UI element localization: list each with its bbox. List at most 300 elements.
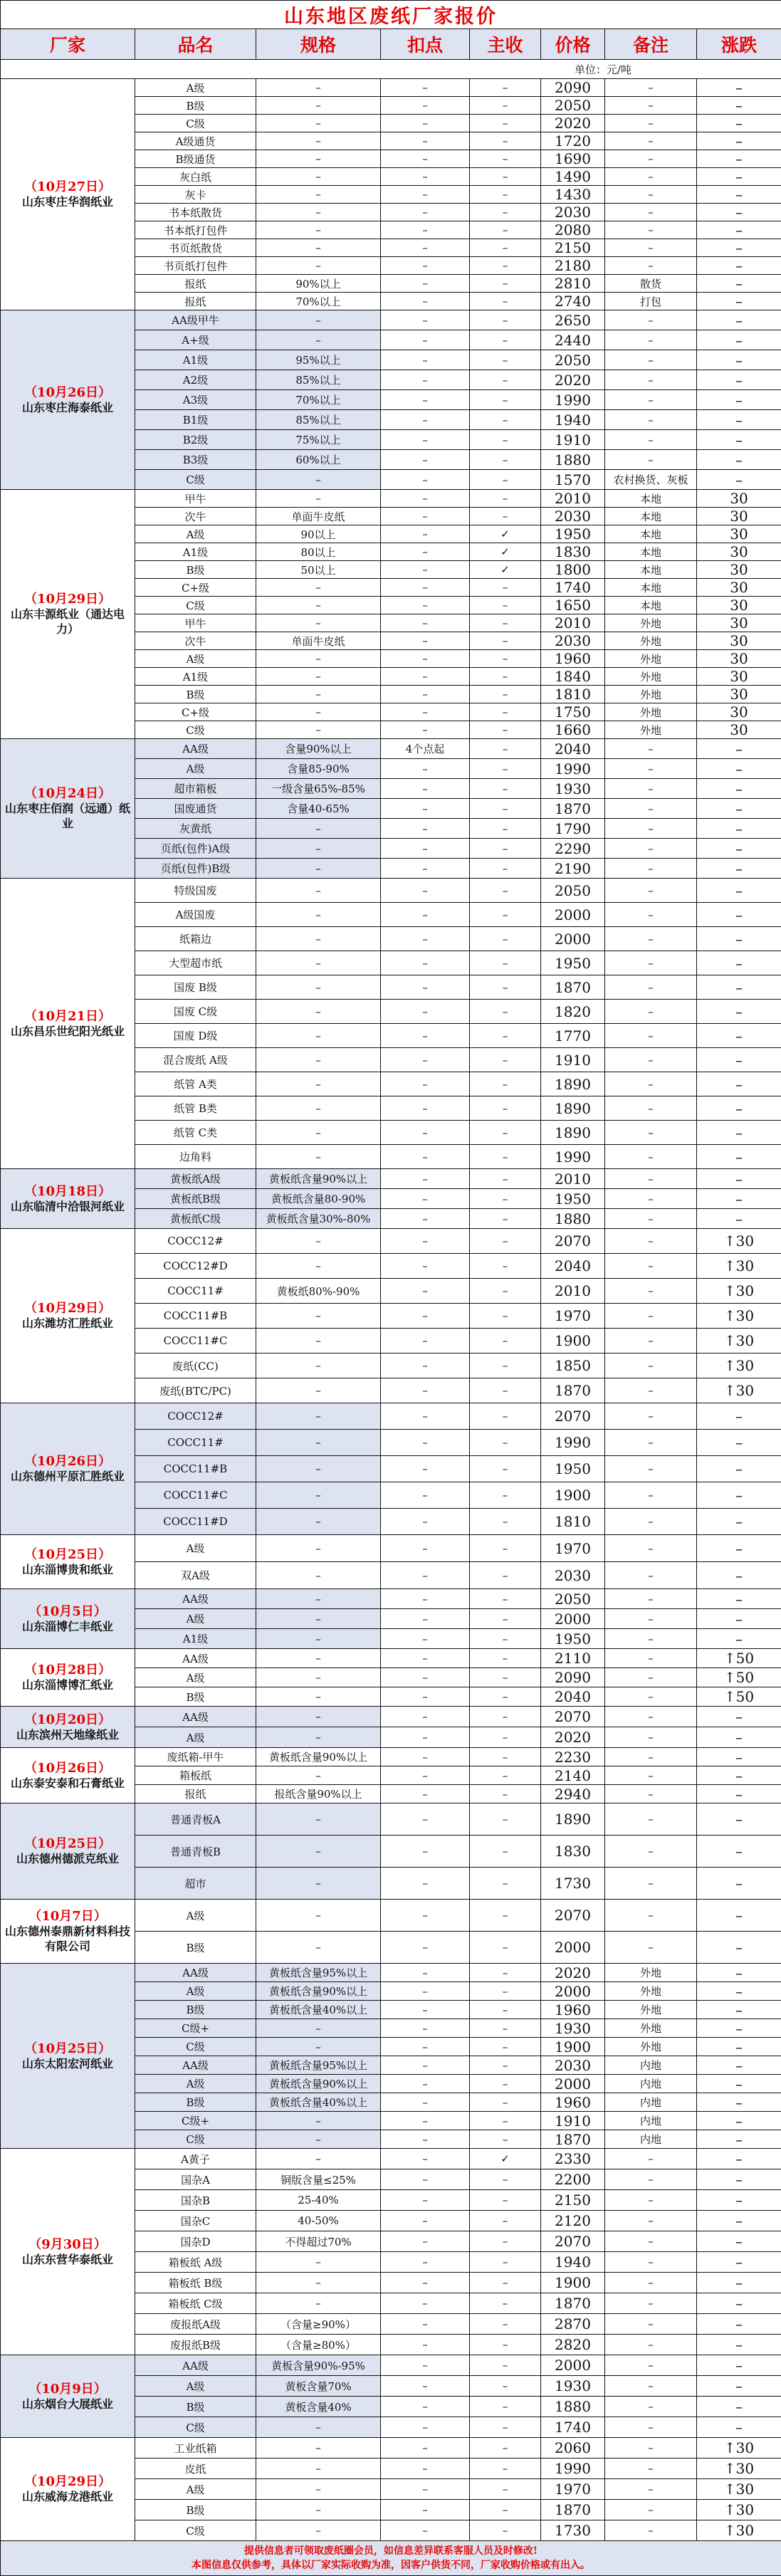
change-cell: 30 bbox=[697, 632, 781, 650]
product-cell: AA级 bbox=[135, 1649, 256, 1668]
mill-cell bbox=[1, 1649, 135, 1707]
product-cell: B级 bbox=[135, 561, 256, 579]
product-cell: A级 bbox=[135, 650, 256, 668]
note-cell: 本地 bbox=[605, 490, 697, 508]
change-cell: – bbox=[697, 239, 781, 257]
product-cell: 国废 D级 bbox=[135, 1024, 256, 1048]
product-cell: B级通货 bbox=[135, 150, 256, 168]
product-cell: 国废 C级 bbox=[135, 1000, 256, 1024]
spec-cell: 90%以上 bbox=[256, 275, 381, 293]
price-cell: 1650 bbox=[541, 597, 605, 614]
price-cell: 2050 bbox=[541, 97, 605, 115]
note-cell: 内地 bbox=[605, 2112, 697, 2130]
product-cell: 黄板纸B级 bbox=[135, 1189, 256, 1209]
price-cell: 1880 bbox=[541, 450, 605, 470]
spec-cell: 铜版含量≤25% bbox=[256, 2169, 381, 2190]
product-cell: 废报纸A级 bbox=[135, 2314, 256, 2335]
product-cell: B2级 bbox=[135, 430, 256, 450]
price-cell: 1990 bbox=[541, 759, 605, 779]
note-cell: – bbox=[605, 1145, 697, 1169]
main-receive-cell: – bbox=[470, 430, 541, 450]
product-cell: 混合废纸 A级 bbox=[135, 1048, 256, 1072]
mill-cell bbox=[1, 1748, 135, 1803]
spec-cell: 黄板含量40% bbox=[256, 2397, 381, 2417]
mill-date: （10月26日） bbox=[4, 1761, 132, 1776]
price-cell: 1840 bbox=[541, 668, 605, 686]
spec-cell: – bbox=[256, 1535, 381, 1562]
note-cell: – bbox=[605, 2231, 697, 2252]
spec-cell: 黄板纸80%-90% bbox=[256, 1279, 381, 1304]
price-cell: 2040 bbox=[541, 739, 605, 759]
main-receive-cell: – bbox=[470, 632, 541, 650]
note-cell: – bbox=[605, 839, 697, 859]
deduction-cell: – bbox=[381, 2149, 470, 2169]
change-cell: 30 bbox=[697, 561, 781, 579]
spec-cell: – bbox=[256, 879, 381, 903]
deduction-cell: – bbox=[381, 97, 470, 115]
change-cell: – bbox=[697, 2056, 781, 2075]
price-cell: 2020 bbox=[541, 1727, 605, 1748]
deduction-cell: – bbox=[381, 525, 470, 543]
note-cell: – bbox=[605, 779, 697, 799]
price-cell: 2150 bbox=[541, 239, 605, 257]
product-cell: C+级 bbox=[135, 579, 256, 597]
change-cell: – bbox=[697, 779, 781, 799]
mill-name: 山东淄博仁丰纸业 bbox=[4, 1619, 132, 1634]
price-cell: 1570 bbox=[541, 470, 605, 490]
note-cell: – bbox=[605, 1121, 697, 1145]
change-cell: ↑50 bbox=[697, 1668, 781, 1687]
spec-cell: – bbox=[256, 1403, 381, 1430]
spec-cell: – bbox=[256, 1562, 381, 1589]
change-cell: – bbox=[697, 2093, 781, 2112]
deduction-cell: – bbox=[381, 597, 470, 614]
change-cell: – bbox=[697, 1121, 781, 1145]
price-cell: 2000 bbox=[541, 903, 605, 927]
product-cell: 页纸(包件)B级 bbox=[135, 859, 256, 879]
product-cell: AA级甲牛 bbox=[135, 310, 256, 330]
main-receive-cell: – bbox=[470, 686, 541, 703]
spec-cell: – bbox=[256, 470, 381, 490]
mill-cell bbox=[1, 2355, 135, 2438]
main-receive-cell: – bbox=[470, 799, 541, 819]
product-cell: A2级 bbox=[135, 370, 256, 390]
header-3: 扣点 bbox=[381, 29, 470, 60]
main-receive-cell: ✓ bbox=[470, 543, 541, 561]
page-title: 山东地区废纸厂家报价 bbox=[1, 1, 781, 29]
product-cell: 书本纸打包件 bbox=[135, 221, 256, 239]
deduction-cell: – bbox=[381, 2314, 470, 2335]
deduction-cell: – bbox=[381, 1629, 470, 1649]
change-cell: – bbox=[697, 2019, 781, 2038]
mill-cell bbox=[1, 1403, 135, 1535]
price-cell: 1990 bbox=[541, 1145, 605, 1169]
spec-cell: 黄板纸含量90%以上 bbox=[256, 1169, 381, 1189]
deduction-cell: – bbox=[381, 703, 470, 721]
product-cell: B级 bbox=[135, 686, 256, 703]
main-receive-cell: – bbox=[470, 1964, 541, 1982]
note-cell: – bbox=[605, 97, 697, 115]
main-receive-cell: – bbox=[470, 2056, 541, 2075]
change-cell: – bbox=[697, 839, 781, 859]
deduction-cell: – bbox=[381, 132, 470, 150]
price-cell: 1810 bbox=[541, 1509, 605, 1535]
table-row bbox=[1, 1649, 781, 1668]
product-cell: 报纸 bbox=[135, 1785, 256, 1803]
note-cell: 本地 bbox=[605, 561, 697, 579]
price-cell: 1870 bbox=[541, 799, 605, 819]
change-cell: – bbox=[697, 975, 781, 1000]
spec-cell: – bbox=[256, 650, 381, 668]
price-cell: 1880 bbox=[541, 2397, 605, 2417]
price-cell: 1820 bbox=[541, 1000, 605, 1024]
note-cell: – bbox=[605, 759, 697, 779]
spec-cell: – bbox=[256, 79, 381, 97]
mill-name: 山东丰源纸业（通达电力） bbox=[4, 607, 132, 637]
price-cell: 2090 bbox=[541, 1668, 605, 1687]
note-cell: – bbox=[605, 2459, 697, 2479]
price-cell: 1800 bbox=[541, 561, 605, 579]
product-cell: COCC12# bbox=[135, 1403, 256, 1430]
deduction-cell: – bbox=[381, 1048, 470, 1072]
product-cell: 灰黄纸 bbox=[135, 819, 256, 839]
deduction-cell: – bbox=[381, 1209, 470, 1229]
product-cell: 废纸箱-甲牛 bbox=[135, 1748, 256, 1766]
main-receive-cell: – bbox=[470, 1766, 541, 1785]
change-cell: 30 bbox=[697, 490, 781, 508]
deduction-cell: – bbox=[381, 1727, 470, 1748]
change-cell: 30 bbox=[697, 703, 781, 721]
spec-cell: 60%以上 bbox=[256, 450, 381, 470]
change-cell: – bbox=[697, 1982, 781, 2001]
change-cell: 30 bbox=[697, 650, 781, 668]
product-cell: 黄板纸A级 bbox=[135, 1169, 256, 1189]
price-cell: 1490 bbox=[541, 168, 605, 186]
product-cell: 皮纸 bbox=[135, 2459, 256, 2479]
deduction-cell: – bbox=[381, 1982, 470, 2001]
change-cell: – bbox=[697, 1964, 781, 1982]
price-cell: 1950 bbox=[541, 1629, 605, 1649]
main-receive-cell: – bbox=[470, 1072, 541, 1096]
price-cell: 2330 bbox=[541, 2149, 605, 2169]
product-cell: C级 bbox=[135, 721, 256, 739]
note-cell: – bbox=[605, 1189, 697, 1209]
change-cell: 30 bbox=[697, 508, 781, 525]
price-cell: 2020 bbox=[541, 1964, 605, 1982]
main-receive-cell: – bbox=[470, 739, 541, 759]
mill-cell bbox=[1, 1535, 135, 1589]
price-cell: 2150 bbox=[541, 2190, 605, 2211]
header-4: 主收 bbox=[470, 29, 541, 60]
change-cell: – bbox=[697, 257, 781, 275]
spec-cell: 黄板纸含量95%以上 bbox=[256, 2056, 381, 2075]
product-cell: A级 bbox=[135, 759, 256, 779]
note-cell: – bbox=[605, 2376, 697, 2397]
note-cell: – bbox=[605, 2417, 697, 2438]
deduction-cell: – bbox=[381, 1329, 470, 1354]
main-receive-cell: – bbox=[470, 2459, 541, 2479]
change-cell: – bbox=[697, 1785, 781, 1803]
mill-date: （10月21日） bbox=[4, 1009, 132, 1024]
note-cell: – bbox=[605, 330, 697, 350]
price-cell: 1900 bbox=[541, 2038, 605, 2056]
note-cell: – bbox=[605, 1900, 697, 1932]
product-cell: COCC11#C bbox=[135, 1329, 256, 1354]
note-cell: 内地 bbox=[605, 2093, 697, 2112]
product-cell: C级 bbox=[135, 2520, 256, 2541]
price-cell: 2030 bbox=[541, 632, 605, 650]
price-cell: 1890 bbox=[541, 1803, 605, 1836]
product-cell: B3级 bbox=[135, 450, 256, 470]
change-cell: – bbox=[697, 1403, 781, 1430]
mill-cell bbox=[1, 1707, 135, 1748]
mill-name: 山东淄博博汇纸业 bbox=[4, 1677, 132, 1692]
product-cell: 纸箱边 bbox=[135, 927, 256, 951]
main-receive-cell: – bbox=[470, 1378, 541, 1403]
change-cell: – bbox=[697, 2397, 781, 2417]
main-receive-cell: – bbox=[470, 370, 541, 390]
note-cell: 本地 bbox=[605, 579, 697, 597]
product-cell: AA级 bbox=[135, 2355, 256, 2376]
price-cell: 1960 bbox=[541, 2093, 605, 2112]
spec-cell: – bbox=[256, 2273, 381, 2293]
price-cell: 1970 bbox=[541, 1535, 605, 1562]
change-cell: – bbox=[697, 2231, 781, 2252]
deduction-cell: – bbox=[381, 1403, 470, 1430]
note-cell: – bbox=[605, 879, 697, 903]
main-receive-cell: – bbox=[470, 1535, 541, 1562]
spec-cell: – bbox=[256, 1096, 381, 1121]
spec-cell: 70%以上 bbox=[256, 293, 381, 310]
spec-cell: – bbox=[256, 1803, 381, 1836]
note-cell: 本地 bbox=[605, 543, 697, 561]
mill-cell bbox=[1, 79, 135, 310]
main-receive-cell: – bbox=[470, 1629, 541, 1649]
product-cell: COCC11#B bbox=[135, 1456, 256, 1482]
main-receive-cell: – bbox=[470, 1509, 541, 1535]
product-cell: A级 bbox=[135, 1535, 256, 1562]
price-cell: 1910 bbox=[541, 1048, 605, 1072]
mill-name: 山东泰安泰和石膏纸业 bbox=[4, 1776, 132, 1791]
main-receive-cell: – bbox=[470, 2376, 541, 2397]
main-receive-cell: – bbox=[470, 1254, 541, 1279]
change-cell: – bbox=[697, 410, 781, 430]
main-receive-cell: – bbox=[470, 470, 541, 490]
price-cell: 1870 bbox=[541, 1378, 605, 1403]
deduction-cell: – bbox=[381, 1687, 470, 1707]
main-receive-cell: – bbox=[470, 1668, 541, 1687]
deduction-cell: – bbox=[381, 951, 470, 975]
deduction-cell: – bbox=[381, 2438, 470, 2459]
table-row bbox=[1, 879, 781, 903]
mill-name: 山东枣庄海泰纸业 bbox=[4, 400, 132, 415]
price-cell: 2870 bbox=[541, 2314, 605, 2335]
price-cell: 2000 bbox=[541, 1982, 605, 2001]
spec-cell: – bbox=[256, 204, 381, 221]
spec-cell: – bbox=[256, 1145, 381, 1169]
note-cell: – bbox=[605, 1072, 697, 1096]
product-cell: C级 bbox=[135, 2417, 256, 2438]
main-receive-cell: – bbox=[470, 2252, 541, 2273]
spec-cell: 黄板纸含量30%-80% bbox=[256, 1209, 381, 1229]
spec-cell: 黄板纸含量90%以上 bbox=[256, 2075, 381, 2093]
deduction-cell: – bbox=[381, 1609, 470, 1629]
product-cell: C级+ bbox=[135, 2019, 256, 2038]
note-cell: – bbox=[605, 430, 697, 450]
spec-cell: 报纸含量90%以上 bbox=[256, 1785, 381, 1803]
main-receive-cell: – bbox=[470, 310, 541, 330]
spec-cell: – bbox=[256, 1072, 381, 1096]
spec-cell: – bbox=[256, 1868, 381, 1900]
table-row bbox=[1, 490, 781, 508]
main-receive-cell: – bbox=[470, 1707, 541, 1727]
main-receive-cell: – bbox=[470, 2130, 541, 2149]
mill-cell bbox=[1, 1229, 135, 1403]
spec-cell: – bbox=[256, 2112, 381, 2130]
price-cell: 1740 bbox=[541, 2417, 605, 2438]
spec-cell: （含量≥90%） bbox=[256, 2314, 381, 2335]
note-cell: – bbox=[605, 257, 697, 275]
change-cell: ↑30 bbox=[697, 2459, 781, 2479]
product-cell: A级国废 bbox=[135, 903, 256, 927]
note-cell: – bbox=[605, 1279, 697, 1304]
mill-cell bbox=[1, 310, 135, 490]
mill-name: 山东东营华泰纸业 bbox=[4, 2252, 132, 2267]
unit-text: 单位：元/吨 bbox=[575, 62, 781, 77]
note-cell: – bbox=[605, 221, 697, 239]
main-receive-cell: – bbox=[470, 2520, 541, 2541]
main-receive-cell: – bbox=[470, 668, 541, 686]
product-cell: 超市箱板 bbox=[135, 779, 256, 799]
note-cell: 外地 bbox=[605, 2038, 697, 2056]
main-receive-cell: – bbox=[470, 2112, 541, 2130]
main-receive-cell: – bbox=[470, 390, 541, 410]
change-cell: – bbox=[697, 1707, 781, 1727]
product-cell: C级+ bbox=[135, 2112, 256, 2130]
price-cell: 2740 bbox=[541, 293, 605, 310]
note-cell: – bbox=[605, 1000, 697, 1024]
change-cell: – bbox=[697, 759, 781, 779]
note-cell: – bbox=[605, 2335, 697, 2355]
price-cell: 1940 bbox=[541, 410, 605, 430]
mill-name: 山东烟台大展纸业 bbox=[4, 2397, 132, 2412]
note-cell: – bbox=[605, 390, 697, 410]
main-receive-cell: – bbox=[470, 879, 541, 903]
price-cell: 2040 bbox=[541, 1687, 605, 1707]
main-receive-cell: – bbox=[470, 1229, 541, 1254]
note-cell: – bbox=[605, 132, 697, 150]
price-cell: 1790 bbox=[541, 819, 605, 839]
change-cell: – bbox=[697, 1048, 781, 1072]
main-receive-cell: – bbox=[470, 330, 541, 350]
note-cell: – bbox=[605, 1868, 697, 1900]
mill-date: （10月25日） bbox=[4, 1836, 132, 1851]
spec-cell: – bbox=[256, 2459, 381, 2479]
spec-cell: – bbox=[256, 257, 381, 275]
price-cell: 2050 bbox=[541, 879, 605, 903]
note-cell: – bbox=[605, 799, 697, 819]
note-cell: 外地 bbox=[605, 614, 697, 632]
price-cell: 1890 bbox=[541, 1072, 605, 1096]
price-cell: 1810 bbox=[541, 686, 605, 703]
table-row bbox=[1, 1229, 781, 1254]
note-cell: – bbox=[605, 2169, 697, 2190]
deduction-cell: – bbox=[381, 1748, 470, 1766]
spec-cell: – bbox=[256, 1609, 381, 1629]
main-receive-cell: – bbox=[470, 1932, 541, 1964]
main-receive-cell: – bbox=[470, 2169, 541, 2190]
note-cell: – bbox=[605, 2273, 697, 2293]
change-cell: ↑30 bbox=[697, 1304, 781, 1329]
product-cell: 特级国废 bbox=[135, 879, 256, 903]
change-cell: – bbox=[697, 2314, 781, 2335]
table-row bbox=[1, 1535, 781, 1562]
note-cell: – bbox=[605, 927, 697, 951]
product-cell: 国杂B bbox=[135, 2190, 256, 2211]
product-cell: 箱板纸 A级 bbox=[135, 2252, 256, 2273]
deduction-cell: – bbox=[381, 490, 470, 508]
spec-cell: 黄板含量70% bbox=[256, 2376, 381, 2397]
deduction-cell: – bbox=[381, 1096, 470, 1121]
price-cell: 1990 bbox=[541, 2459, 605, 2479]
header-0: 厂家 bbox=[1, 29, 135, 60]
note-cell: 外地 bbox=[605, 1964, 697, 1982]
price-cell: 2000 bbox=[541, 1932, 605, 1964]
note-cell: – bbox=[605, 1649, 697, 1668]
deduction-cell: – bbox=[381, 2520, 470, 2541]
note-cell: 外地 bbox=[605, 686, 697, 703]
price-cell: 1730 bbox=[541, 2520, 605, 2541]
note-cell: – bbox=[605, 819, 697, 839]
main-receive-cell: – bbox=[470, 221, 541, 239]
deduction-cell: – bbox=[381, 370, 470, 390]
price-cell: 2440 bbox=[541, 330, 605, 350]
main-receive-cell: – bbox=[470, 2335, 541, 2355]
main-receive-cell: – bbox=[470, 1209, 541, 1229]
footer-note bbox=[1, 2541, 781, 2576]
note-cell: – bbox=[605, 1096, 697, 1121]
main-receive-cell: – bbox=[470, 2273, 541, 2293]
table-row bbox=[1, 1748, 781, 1766]
price-cell: 1830 bbox=[541, 543, 605, 561]
spec-cell: – bbox=[256, 132, 381, 150]
spec-cell: 25-40% bbox=[256, 2190, 381, 2211]
mill-cell bbox=[1, 739, 135, 879]
main-receive-cell: – bbox=[470, 1900, 541, 1932]
note-cell: – bbox=[605, 2520, 697, 2541]
spec-cell: – bbox=[256, 903, 381, 927]
mill-cell bbox=[1, 2438, 135, 2541]
deduction-cell: – bbox=[381, 543, 470, 561]
spec-cell: – bbox=[256, 2500, 381, 2520]
spec-cell: – bbox=[256, 721, 381, 739]
main-receive-cell: – bbox=[470, 819, 541, 839]
main-receive-cell: – bbox=[470, 927, 541, 951]
main-receive-cell: – bbox=[470, 1687, 541, 1707]
note-cell: – bbox=[605, 1803, 697, 1836]
deduction-cell: – bbox=[381, 614, 470, 632]
main-receive-cell: – bbox=[470, 204, 541, 221]
product-cell: 废纸(CC) bbox=[135, 1354, 256, 1378]
main-receive-cell: – bbox=[470, 759, 541, 779]
spec-cell: 黄板纸含量80-90% bbox=[256, 1189, 381, 1209]
change-cell: ↑30 bbox=[697, 2520, 781, 2541]
mill-cell bbox=[1, 1900, 135, 1964]
price-cell: 1970 bbox=[541, 2479, 605, 2500]
change-cell: 30 bbox=[697, 721, 781, 739]
change-cell: – bbox=[697, 450, 781, 470]
spec-cell: – bbox=[256, 310, 381, 330]
